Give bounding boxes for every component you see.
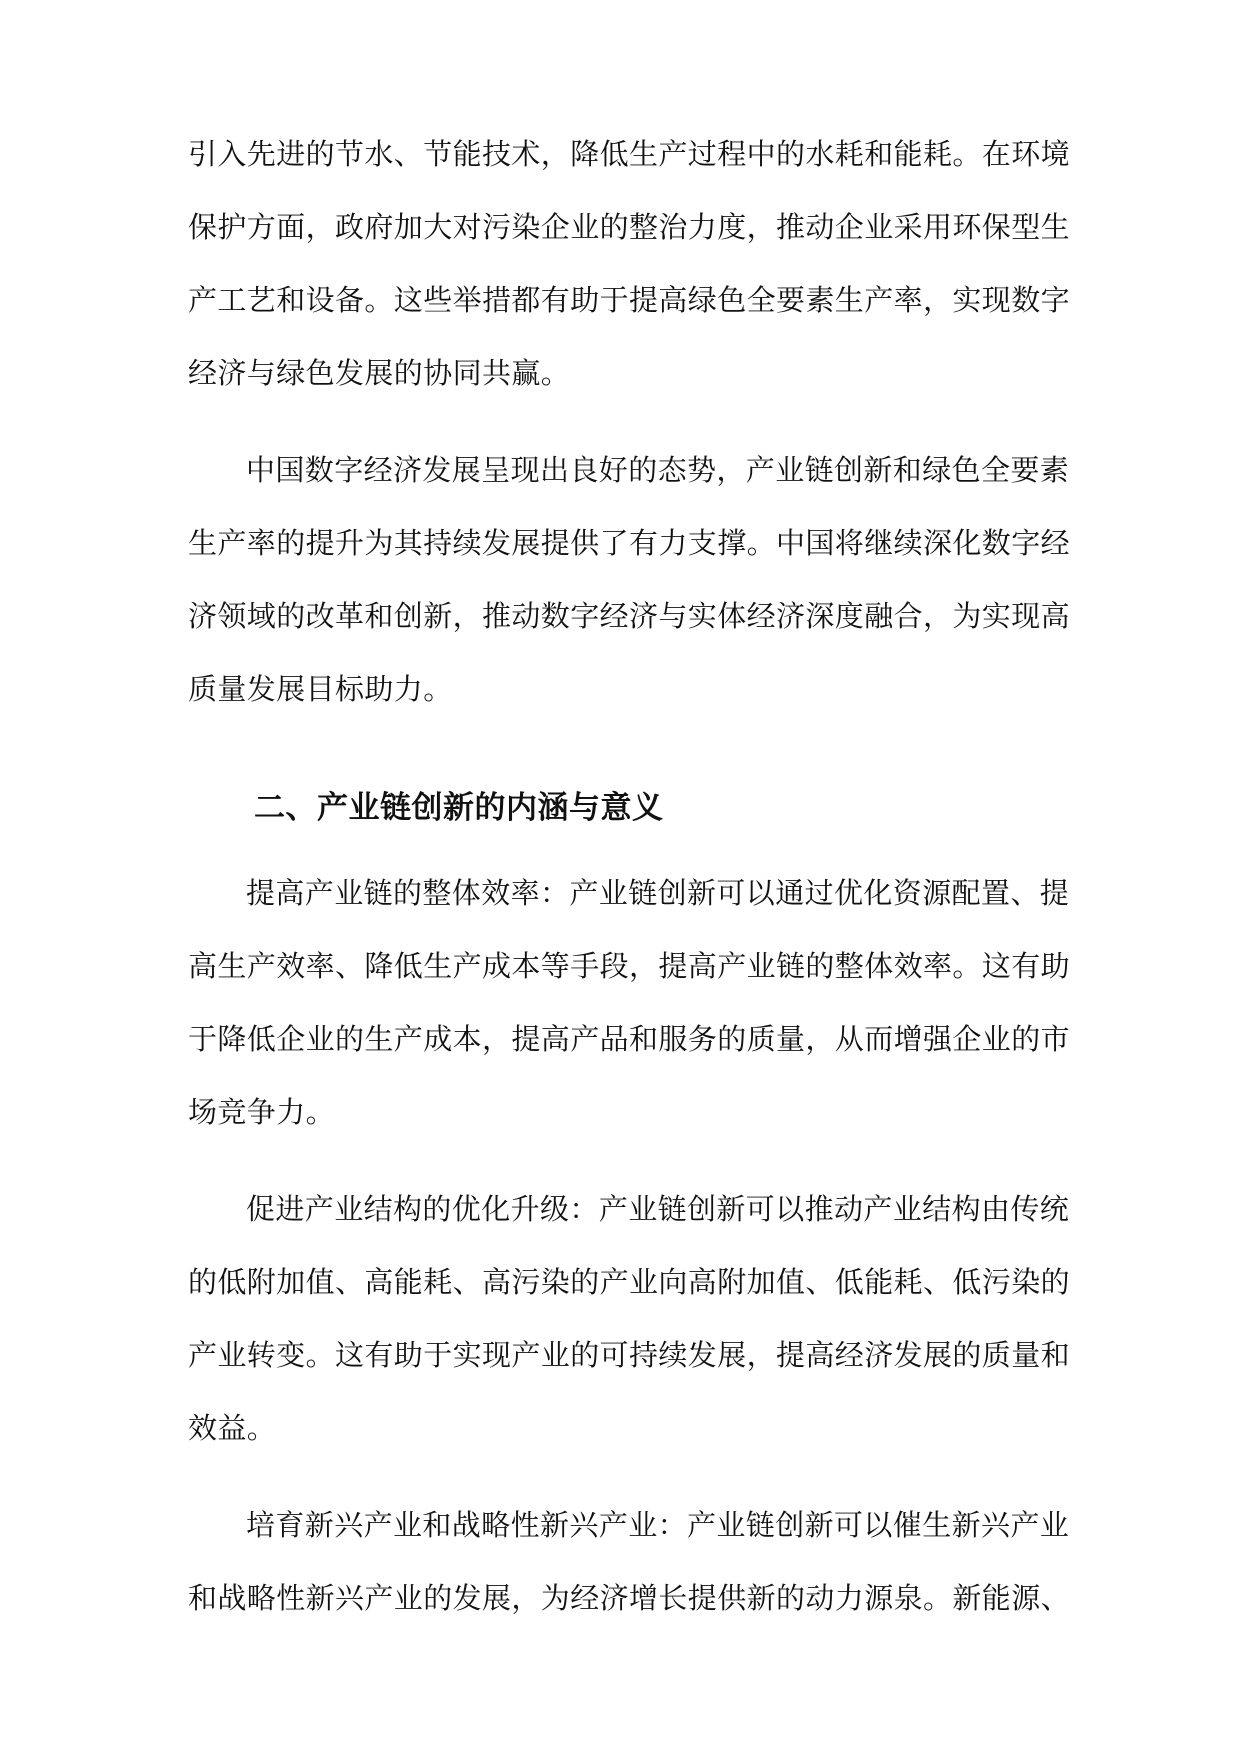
text-line: 经济与绿色发展的协同共赢。 xyxy=(188,356,571,390)
section-heading: 二、产业链创新的内涵与意义 xyxy=(254,790,664,826)
text-line: 生产率的提升为其持续发展提供了有力支撑。中国将继续深化数字经 xyxy=(188,526,1071,560)
text-line: 效益。 xyxy=(188,1411,277,1445)
text-line: 的低附加值、高能耗、高污染的产业向高附加值、低能耗、低污染的 xyxy=(188,1265,1071,1299)
text-line: 于降低企业的生产成本，提高产品和服务的质量，从而增强企业的市 xyxy=(188,1022,1071,1056)
paragraph-first-line: 提高产业链的整体效率：产业链创新可以通过优化资源配置、提 xyxy=(246,876,1070,910)
text-line: 场竞争力。 xyxy=(188,1095,336,1129)
text-line: 引入先进的节水、节能技术，降低生产过程中的水耗和能耗。在环境 xyxy=(188,137,1071,171)
text-line: 产工艺和设备。这些举措都有助于提高绿色全要素生产率，实现数字 xyxy=(188,283,1071,317)
text-line: 济领域的改革和创新，推动数字经济与实体经济深度融合，为实现高 xyxy=(188,599,1071,633)
text-line: 高生产效率、降低生产成本等手段，提高产业链的整体效率。这有助 xyxy=(188,949,1071,983)
paragraph-first-line: 培育新兴产业和战略性新兴产业：产业链创新可以催生新兴产业 xyxy=(246,1508,1070,1542)
text-line: 质量发展目标助力。 xyxy=(188,672,453,706)
text-line: 保护方面，政府加大对污染企业的整治力度，推动企业采用环保型生 xyxy=(188,210,1071,244)
paragraph-first-line: 促进产业结构的优化升级：产业链创新可以推动产业结构由传统 xyxy=(246,1192,1070,1226)
text-line: 和战略性新兴产业的发展，为经济增长提供新的动力源泉。新能源、 xyxy=(188,1581,1071,1615)
text-line: 产业转变。这有助于实现产业的可持续发展，提高经济发展的质量和 xyxy=(188,1338,1071,1372)
paragraph-first-line: 中国数字经济发展呈现出良好的态势，产业链创新和绿色全要素 xyxy=(246,453,1070,487)
